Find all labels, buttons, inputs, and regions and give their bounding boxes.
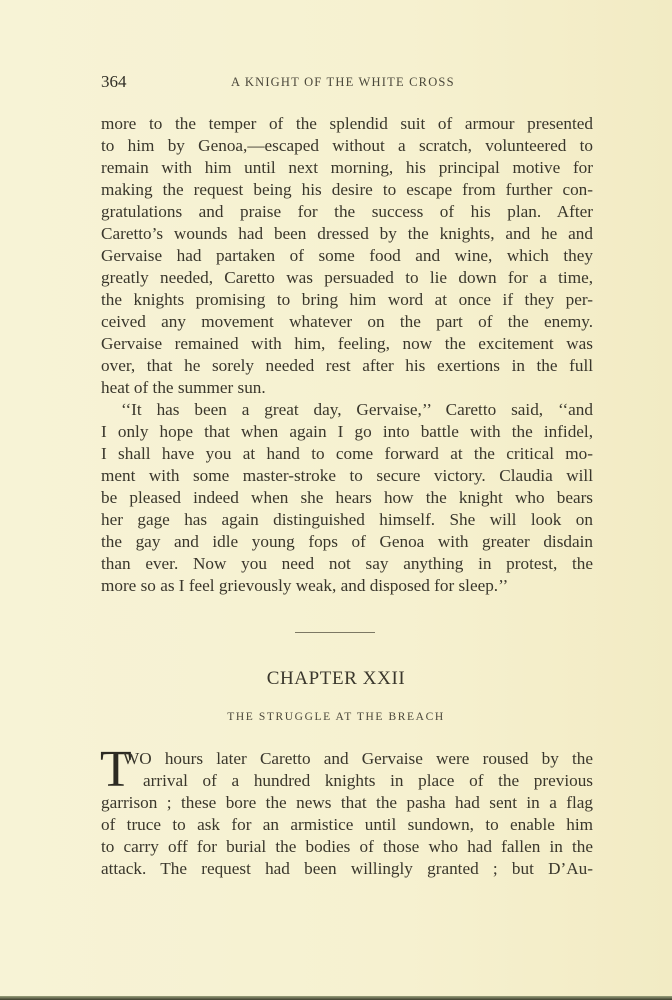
text-line: I only hope that when again I go into battle with the infidel, (101, 422, 593, 441)
text-line: be pleased indeed when she hears how the knight who bears (101, 488, 593, 507)
text-line: ‘‘It has been a great day, Gervaise,’’ Caretto said, ‘‘and (121, 400, 593, 419)
section-divider (295, 632, 375, 633)
text-line: I shall have you at hand to come forward at the critical mo- (101, 444, 593, 463)
text-line: gratulations and praise for the success of his plan. After (101, 202, 593, 221)
text-line: more so as I feel grievously weak, and disposed for sleep.’’ (101, 576, 509, 595)
page-number: 364 (101, 72, 127, 91)
chapter-text (100, 741, 593, 880)
text-line: Caretto’s wounds had been dressed by the knights, and he and (101, 224, 593, 243)
text-line: heat of the summer sun. (101, 378, 266, 397)
text-line: over, that he sorely needed rest after his exertions in the full (101, 356, 593, 375)
text-line: the knights promising to bring him word at once if they per- (101, 290, 593, 309)
body-text (101, 113, 593, 597)
text-line: greatly needed, Caretto was persuaded to lie down for a time, (101, 268, 593, 287)
text-line: arrival of a hundred knights in place of the previous (143, 771, 593, 790)
chapter-subtitle: THE STRUGGLE AT THE BREACH (227, 711, 445, 723)
text-line: to carry off for burial the bodies of those who had fallen in the (101, 837, 593, 856)
text-line: than ever. Now you need not say anything in protest, the (101, 554, 593, 573)
running-head (101, 72, 593, 94)
text-line: Gervaise had partaken of some food and wine, which they (101, 246, 593, 265)
text-line: the gay and idle young fops of Genoa with greater disdain (101, 532, 593, 551)
text-line: ceived any movement whatever on the part of the enemy. (101, 312, 593, 331)
text-line: ment with some master-stroke to secure victory. Claudia will (101, 466, 593, 485)
text-line: more to the temper of the splendid suit of armour presented (101, 114, 593, 133)
page-bottom-edge (0, 996, 672, 1000)
text-line: to him by Genoa,—escaped without a scratch, volunteered to (101, 136, 593, 155)
text-line: attack. The request had been willingly granted ; but D’Au- (101, 859, 593, 878)
text-line: WO hours later Caretto and Gervaise were roused by the (123, 749, 593, 768)
text-line: Gervaise remained with him, feeling, now the excitement was (101, 334, 593, 353)
text-line: remain with him until next morning, his principal motive for (101, 158, 593, 177)
drop-cap: T (100, 741, 132, 798)
chapter-title: CHAPTER XXII (266, 668, 406, 689)
text-line: her gage has again distinguished himself. She will look on (101, 510, 593, 529)
text-line: making the request being his desire to escape from further con- (101, 180, 593, 199)
text-line: of truce to ask for an armistice until sundown, to enable him (101, 815, 593, 834)
running-title: A KNIGHT OF THE WHITE CROSS (231, 75, 455, 89)
text-line: garrison ; these bore the news that the pasha had sent in a flag (101, 793, 593, 812)
